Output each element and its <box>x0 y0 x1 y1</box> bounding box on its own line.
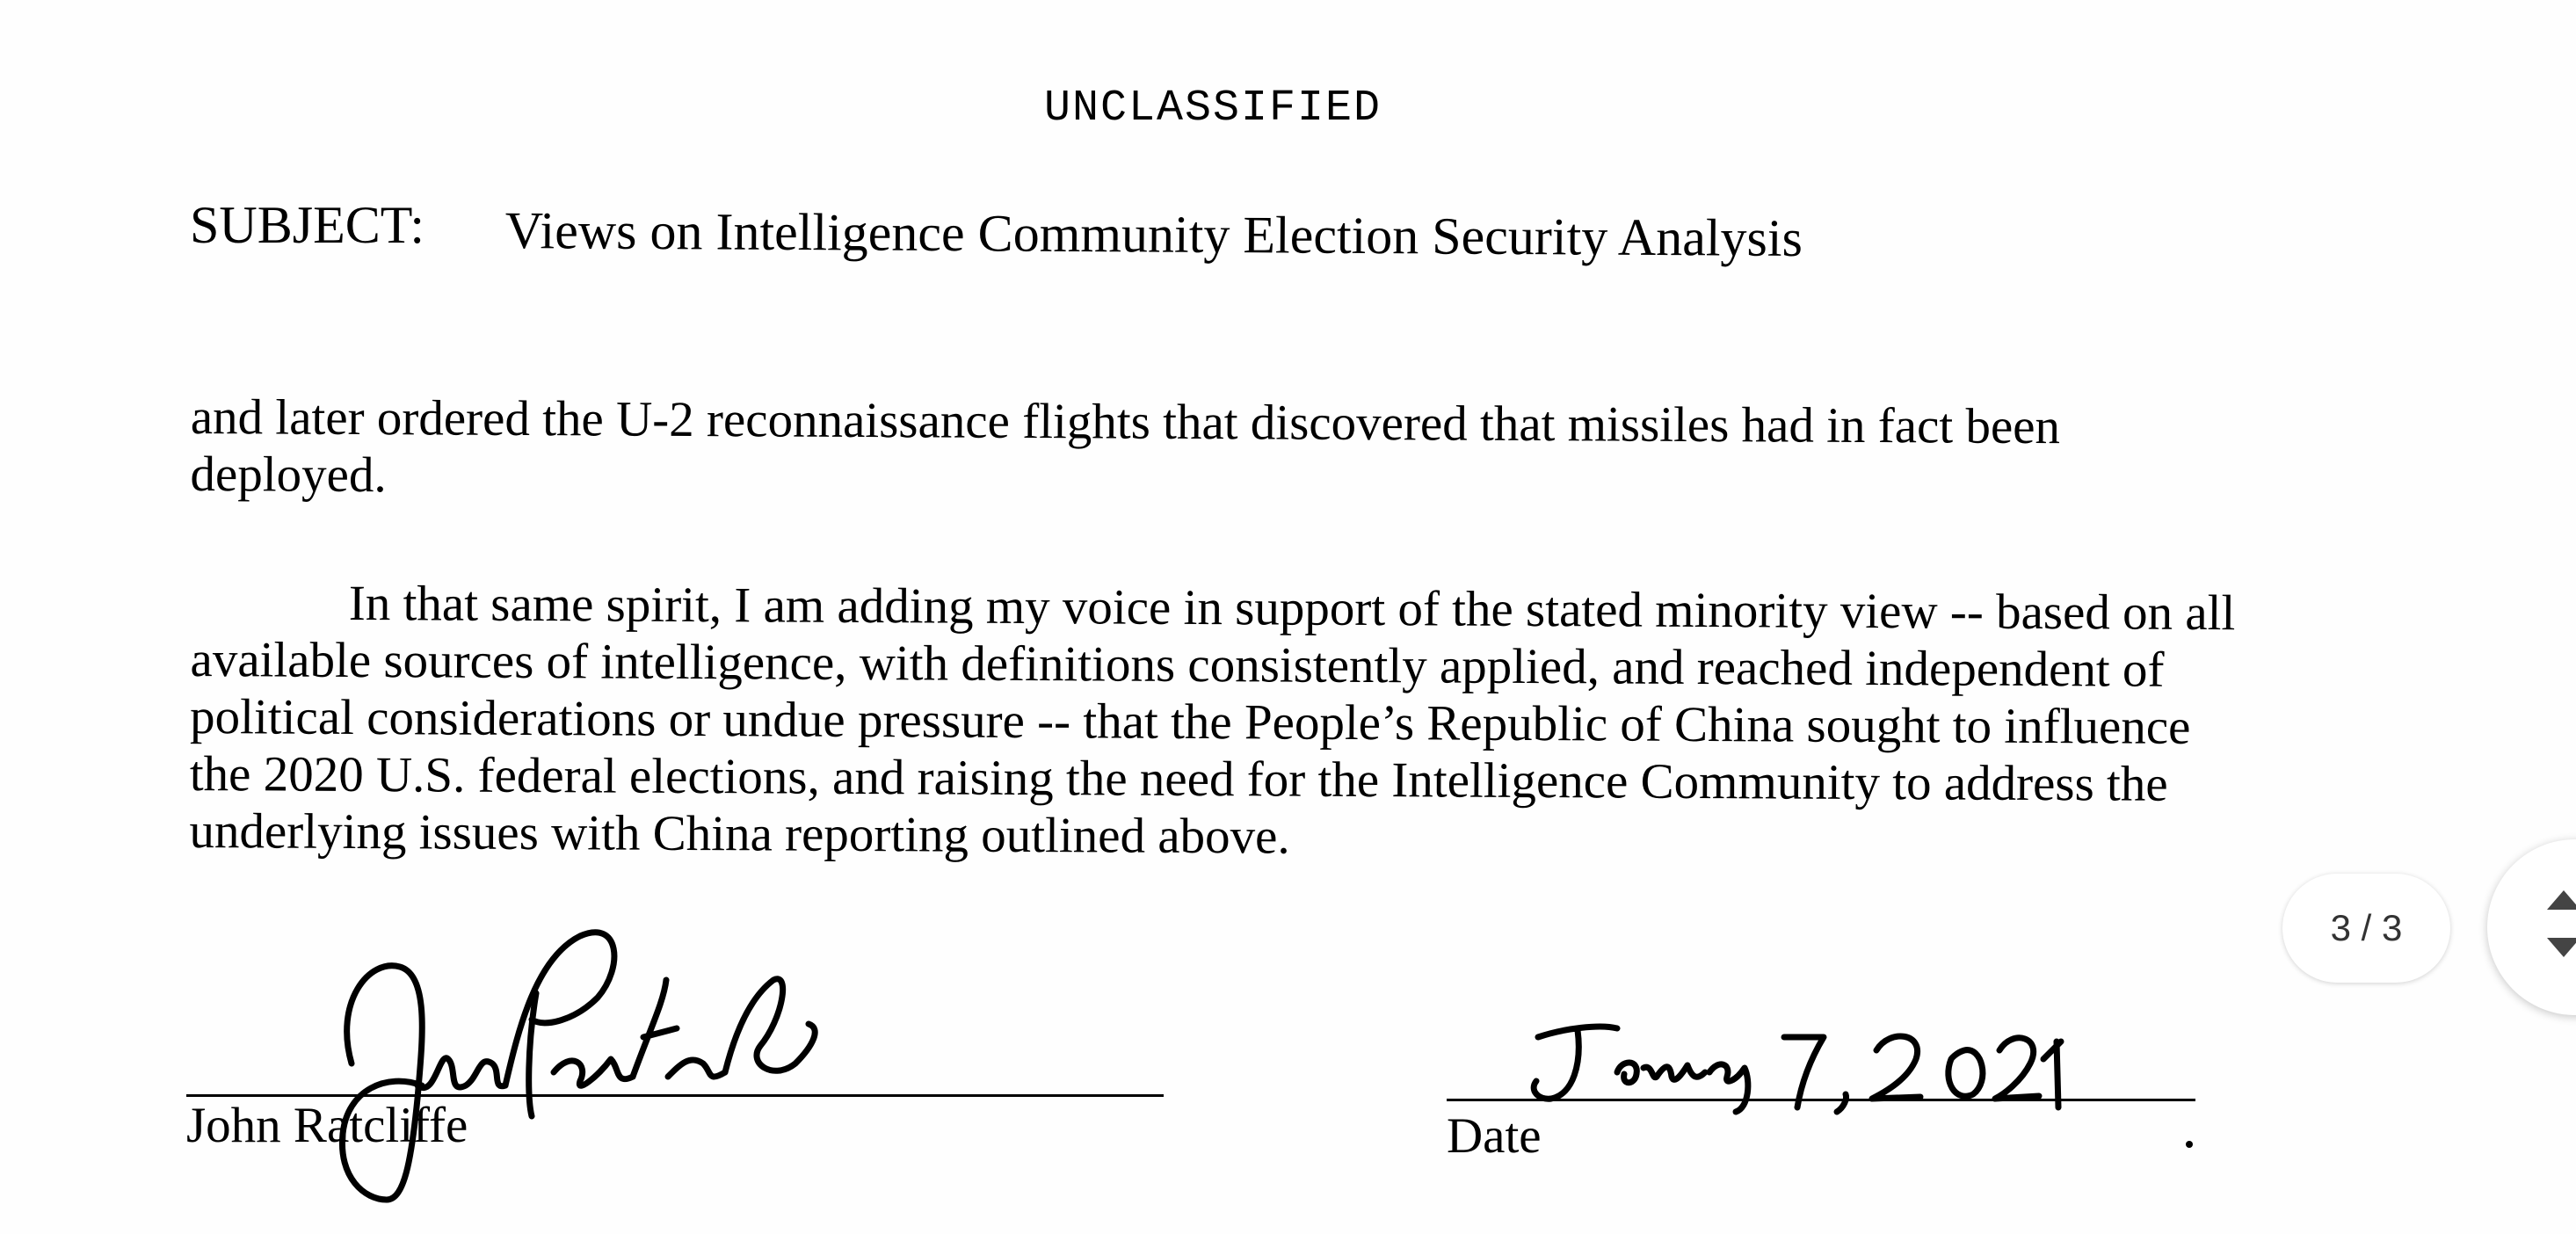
subject-label: SUBJECT: <box>190 196 425 254</box>
date-label: Date <box>1447 1108 1542 1164</box>
handwritten-signature <box>316 896 888 1213</box>
page-indicator: 3 / 3 <box>2282 874 2450 983</box>
signatory-name: John Ratcliffe <box>186 1098 468 1153</box>
subject-text: Views on Intelligence Community Election Security Analysis <box>504 200 1803 268</box>
arrow-up-icon[interactable] <box>2547 890 2576 910</box>
paragraph-continuation: and later ordered the U-2 reconnaissance flights that discovered that missiles had in fact been deployed. <box>190 389 2061 504</box>
arrow-down-icon[interactable] <box>2547 938 2576 957</box>
paragraph-minority-view: In that same spirit, I am adding my voice in support of the stated minority view -- based on all available sources of intelligence, with definitions consistently applied, and reached independent of political considerations or undue pressure -- that the People’s Republic of China sought to influence the 2020 U.S. federal elections, and raising the need for the Intelligence Community to address the underlying issues with China reporting outlined above. <box>189 575 2236 865</box>
date-line <box>1447 1099 2195 1101</box>
classification-marking: UNCLASSIFIED <box>1043 83 1382 134</box>
stray-mark <box>2186 1141 2193 1148</box>
